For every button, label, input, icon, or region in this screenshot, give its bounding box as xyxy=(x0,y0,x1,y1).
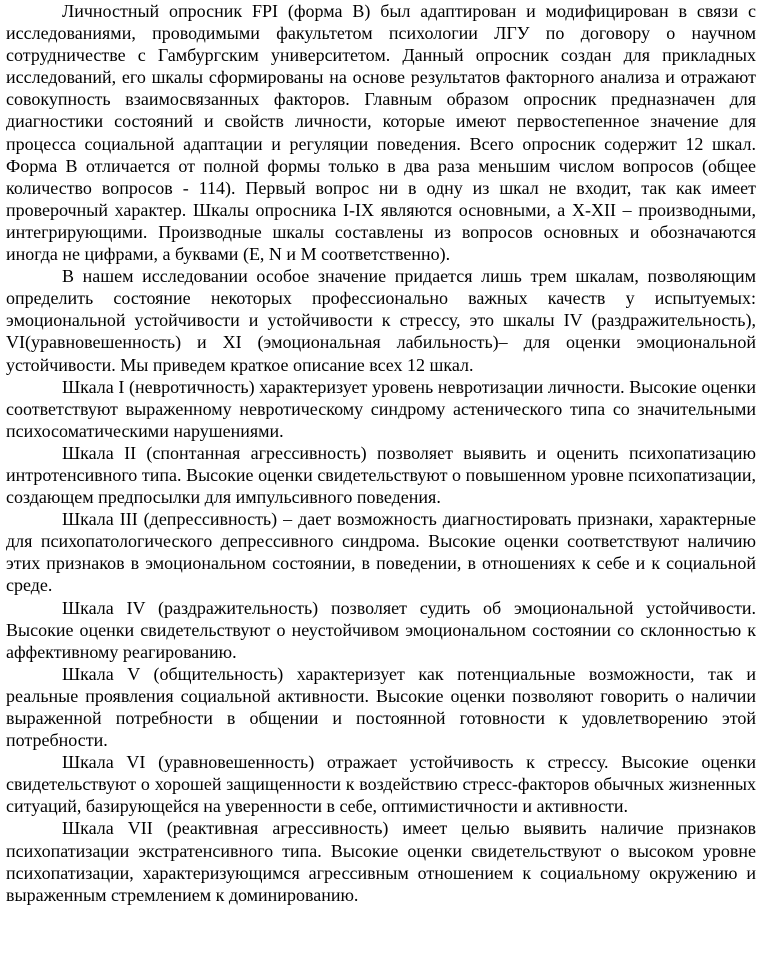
paragraph-study-focus: В нашем исследовании особое значение придается лишь трем шкалам, позволяющим определить состояние некоторых профессионально важных качеств у испытуемых: эмоциональной устойчивости и устойчивости к стрессу, это шкалы IV (раздражительность), VI(уравновешенность) и XI (эмоциональная лабильность)– для оценки эмоциональной устойчивости. Мы приведем краткое описание всех 12 шкал. xyxy=(6,266,756,375)
paragraph-scale-2: Шкала II (спонтанная агрессивность) позволяет выявить и оценить психопатизацию интротенсивного типа. Высокие оценки свидетельствуют о повышенном уровне психопатизации, создающем предпосылки для импульсивного поведения. xyxy=(6,442,756,508)
paragraph-scale-1: Шкала I (невротичность) характеризует уровень невротизации личности. Высокие оценки соответствуют выраженному невротическому синдрому астенического типа со значительными психосоматическими нарушениями. xyxy=(6,376,756,441)
paragraph-scale-6: Шкала VI (уравновешенность) отражает устойчивость к стрессу. Высокие оценки свидетельствуют о хорошей защищенности к воздействию стресс-факторов обычных жизненных ситуаций, базирующейся на уверенности в себе, оптимистичности и активности. xyxy=(6,752,756,817)
paragraph-scale-4: Шкала IV (раздражительность) позволяет судить об эмоциональной устойчивости. Высокие оценки свидетельствуют о неустойчивом эмоциональном состоянии со склонностью к аффективному реагированию. xyxy=(6,597,756,662)
paragraph-scale-7: Шкала VII (реактивная агрессивность) имеет целью выявить наличие признаков психопатизации экстратенсивного типа. Высокие оценки свидетельствуют о высоком уровне психопатизации, характеризующимся агрессивным отношением к социальному окружению и выраженным стремлением к доминированию. xyxy=(6,818,756,905)
paragraph-scale-5: Шкала V (общительность) характеризует как потенциальные возможности, так и реальные проявления социальной активности. Высокие оценки позволяют говорить о наличии выраженной потребности в общении и постоянной готовности к удовлетворению этой потребности. xyxy=(6,663,756,751)
paragraph-scale-3: Шкала III (депрессивность) – дает возможность диагностировать признаки, характерные для психопатологического депрессивного синдрома. Высокие оценки соответствуют наличию этих признаков в эмоциональном состоянии, в поведении, в отношениях к себе и к социальной среде. xyxy=(6,509,756,596)
paragraph-fpi-intro: Личностный опросник FPI (форма В) был адаптирован и модифицирован в связи с исследованиями, проводимыми факультетом психологии ЛГУ по договору о научном сотрудничестве с Гамбургским университетом. Данный опросник создан для прикладных исследований, его шкалы сформированы на основе результатов факторного анализа и отражают совокупность взаимосвязанных факторов. Главным образом опросник предназначен для диагностики состояний и свойств личности, которые имеют первостепенное значение для процесса социальной адаптации и регуляции поведения. Всего опросник содержит 12 шкал. Форма В отличается от полной формы только в два раза меньшим числом вопросов (общее количество вопросов - 114). Первый вопрос ни в одну из шкал не входит, так как имеет проверочный характер. Шкалы опросника I-IX являются основными, а X-XII – производными, интегрирующими. Производные шкалы составлены из вопросов основных и обозначаются иногда не цифрами, а буквами (E, N и М соответственно). xyxy=(6,1,756,265)
